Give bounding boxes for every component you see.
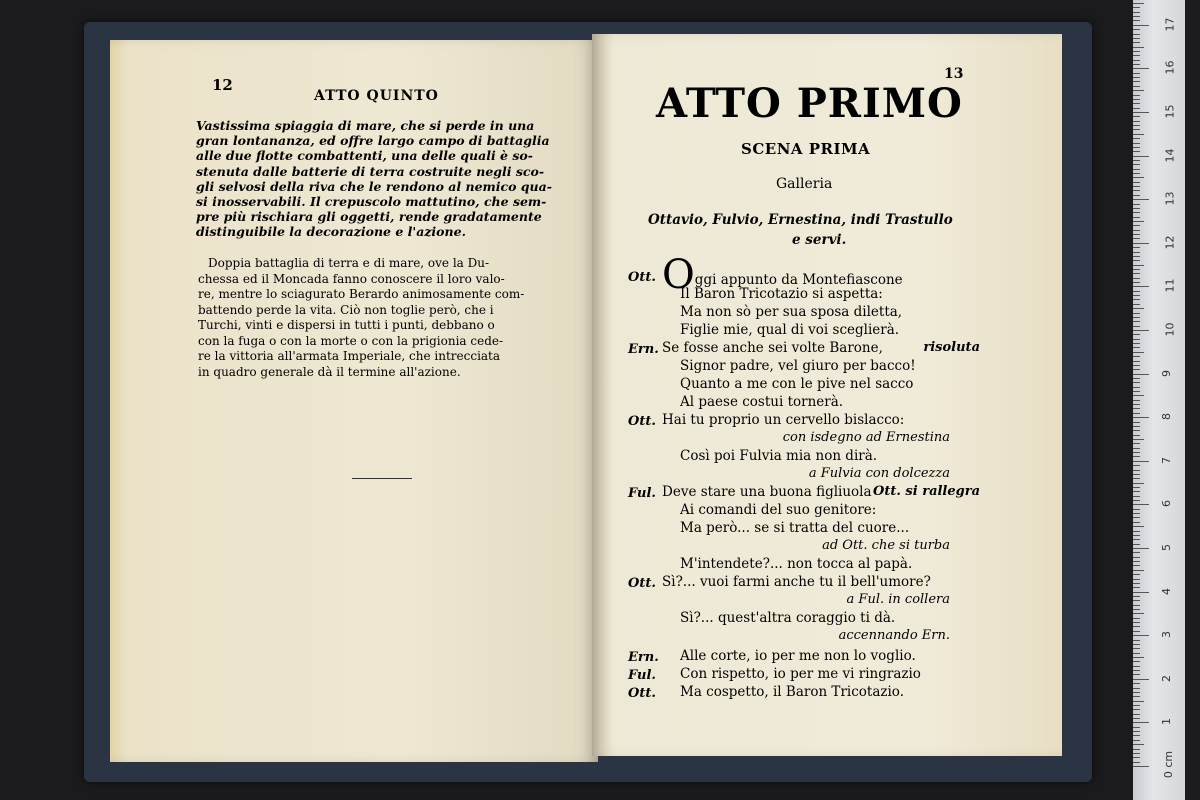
verse-line: Ai comandi del suo genitore:: [680, 502, 877, 518]
ruler-tick: [1133, 735, 1140, 736]
ruler-tick: [1133, 522, 1140, 523]
ruler-tick: [1133, 260, 1140, 261]
ruler-tick: [1133, 34, 1140, 35]
ruler-tick: [1133, 225, 1140, 226]
ruler-tick: [1133, 326, 1140, 327]
ruler-tick: [1133, 626, 1140, 627]
ruler-tick: [1133, 762, 1140, 763]
description-line: si inosservabili. Il crepuscolo mattutino, che sem-: [196, 194, 547, 210]
ruler-tick: [1133, 169, 1140, 170]
stage-direction: ad Ott. che si turba: [822, 538, 950, 553]
summary-line: chessa ed il Moncada fanno conoscere il loro valo-: [198, 271, 505, 286]
ruler-tick: [1133, 73, 1140, 74]
description-line: distinguibile la decorazione e l'azione.: [196, 224, 466, 240]
summary-line: con la fuga o con la morte o con la prigionia cede-: [198, 333, 504, 348]
ruler-tick: [1133, 29, 1140, 30]
ruler-number: 9: [1160, 369, 1173, 377]
stage-aside: risoluta: [923, 340, 980, 355]
ruler-tick: [1133, 273, 1140, 274]
description-line: gran lontananza, ed offre largo campo di battaglia: [196, 133, 550, 149]
ruler-tick: [1133, 382, 1140, 383]
ruler-tick: [1133, 391, 1140, 392]
ruler-tick: [1133, 552, 1140, 553]
ruler-tick: [1133, 361, 1140, 362]
ruler-tick: [1133, 640, 1140, 641]
ruler-tick: [1133, 448, 1140, 449]
ruler-tick: [1133, 666, 1140, 667]
ruler-tick: [1133, 683, 1140, 684]
ruler-tick: [1133, 404, 1140, 405]
ruler-tick: [1133, 648, 1140, 649]
ruler-number: 4: [1160, 587, 1173, 595]
ruler-tick: [1133, 674, 1140, 675]
verse-line: Ma non sò per sua sposa diletta,: [680, 304, 903, 320]
ruler-tick: [1133, 513, 1140, 514]
summary-line: Turchi, vinti e dispersi in tutti i punti, debbano o: [198, 318, 495, 332]
ruler-tick: [1133, 605, 1140, 606]
left-page-number: 12: [212, 76, 233, 94]
verse-line: Deve stare una buona figliuola: [662, 484, 872, 500]
ruler-tick: [1133, 286, 1149, 287]
speaker-label: Ott.: [628, 414, 656, 429]
ruler-number: 15: [1163, 104, 1177, 119]
verse-line: M'intendete?... non tocca al papà.: [680, 556, 913, 572]
right-page-number: 13: [944, 66, 964, 82]
ruler-tick: [1133, 90, 1144, 91]
ruler-tick: [1133, 679, 1149, 680]
scene-setting: Galleria: [776, 176, 833, 192]
ruler-tick: [1133, 247, 1140, 248]
summary-line: Doppia battaglia di terra e di mare, ove la Du-: [208, 256, 490, 270]
ruler-tick: [1133, 435, 1140, 436]
ruler-tick: [1133, 256, 1140, 257]
ruler-tick: [1133, 160, 1140, 161]
ruler-tick: [1133, 757, 1140, 758]
scene-title: SCENA PRIMA: [741, 140, 871, 158]
ruler-tick: [1133, 151, 1140, 152]
ruler-tick: [1133, 596, 1140, 597]
ruler-tick: [1133, 265, 1144, 266]
ruler-tick: [1133, 395, 1144, 396]
ruler-tick: [1133, 714, 1140, 715]
ruler-tick: [1133, 278, 1140, 279]
summary-line: in quadro generale dà il termine all'azione.: [198, 364, 461, 379]
ruler-tick: [1133, 308, 1144, 309]
ruler-tick: [1133, 199, 1149, 200]
ruler-tick: [1133, 574, 1140, 575]
ruler-tick: [1133, 347, 1140, 348]
ruler-number: 10: [1163, 322, 1177, 337]
ruler-tick: [1133, 718, 1140, 719]
ruler-tick: [1133, 295, 1140, 296]
ruler-tick: [1133, 644, 1140, 645]
ruler-tick: [1133, 177, 1144, 178]
verse-line: Sì?... vuoi farmi anche tu il bell'umore?: [662, 574, 931, 590]
ruler-tick: [1133, 592, 1149, 593]
ruler-tick: [1133, 426, 1140, 427]
verse-line: Signor padre, vel giuro per bacco!: [680, 358, 916, 374]
ruler-tick: [1133, 657, 1144, 658]
ruler-tick: [1133, 766, 1149, 767]
speaker-label: Ott.: [628, 686, 656, 701]
ruler-tick: [1133, 20, 1140, 21]
ruler-tick: [1133, 190, 1140, 191]
speaker-label: Ful.: [628, 486, 656, 501]
ruler-tick: [1133, 526, 1144, 527]
ruler-number: 6: [1160, 500, 1173, 508]
ruler-tick: [1133, 86, 1140, 87]
ruler-tick: [1133, 343, 1140, 344]
ruler-tick: [1133, 709, 1140, 710]
description-line: gli selvosi della riva che le rendono al nemico qua-: [196, 178, 552, 194]
ruler-tick: [1133, 304, 1140, 305]
ruler-tick: [1133, 570, 1144, 571]
ruler-tick: [1133, 352, 1144, 353]
act-title: ATTO PRIMO: [656, 80, 963, 127]
ruler-tick: [1133, 208, 1140, 209]
ruler-tick: [1133, 740, 1140, 741]
ruler-tick: [1133, 374, 1149, 375]
stage-direction: con isdegno ad Ernestina: [782, 430, 950, 445]
verse-line: Figlie mie, qual di voi sceglierà.: [680, 322, 900, 338]
ruler-number: 14: [1163, 148, 1177, 163]
scene-description: [196, 118, 658, 240]
ruler-tick: [1133, 77, 1140, 78]
ruler-number: 13: [1163, 191, 1177, 206]
ruler-tick: [1133, 116, 1140, 117]
stage-direction: a Fulvia con dolcezza: [808, 466, 950, 481]
ruler-tick: [1133, 548, 1149, 549]
ruler-number: 8: [1160, 413, 1173, 421]
ruler-tick: [1133, 195, 1140, 196]
ruler-tick: [1133, 753, 1140, 754]
ruler-tick: [1133, 234, 1140, 235]
ruler-number: 3: [1160, 631, 1173, 639]
ruler-tick: [1133, 631, 1140, 632]
ruler-tick: [1133, 705, 1140, 706]
ruler-tick: [1133, 461, 1149, 462]
ruler-number: 16: [1163, 60, 1177, 75]
speaker-label: Ott.: [628, 576, 656, 591]
speaker-label: Ern.: [628, 650, 659, 665]
ruler-tick: [1133, 108, 1140, 109]
ruler-tick: [1133, 125, 1140, 126]
ruler-tick: [1133, 422, 1140, 423]
ruler-tick: [1133, 622, 1140, 623]
ruler-tick: [1133, 557, 1140, 558]
ruler-tick: [1133, 544, 1140, 545]
ruler-tick: [1133, 230, 1140, 231]
speaker-label: Ott.: [628, 270, 656, 285]
ruler-tick: [1133, 539, 1140, 540]
drop-cap: O: [662, 252, 695, 298]
ruler-tick: [1133, 339, 1140, 340]
ruler-tick: [1133, 147, 1140, 148]
ruler-tick: [1133, 661, 1140, 662]
measuring-ruler: [1133, 0, 1185, 800]
ruler-tick: [1133, 38, 1140, 39]
ruler-tick: [1133, 217, 1140, 218]
ruler-tick: [1133, 618, 1140, 619]
ruler-tick: [1133, 143, 1140, 144]
ruler-tick: [1133, 600, 1140, 601]
stage-aside: Ott. si rallegra: [873, 484, 980, 499]
verse-line: Alle corte, io per me non lo voglio.: [680, 648, 916, 664]
verse-line: Oggi appunto da Montefiascone: [662, 252, 903, 298]
verse-line: Se fosse anche sei volte Barone,: [662, 340, 883, 356]
ruler-tick: [1133, 317, 1140, 318]
ruler-tick: [1133, 99, 1140, 100]
description-line: alle due flotte combattenti, una delle quali è so-: [196, 148, 533, 164]
speaker-label: Ern.: [628, 342, 659, 357]
ruler-tick: [1133, 487, 1140, 488]
summary-line: battendo perde la vita. Ciò non toglie però, che i: [198, 302, 494, 317]
ruler-tick: [1133, 60, 1140, 61]
ruler-unit-label: 0 cm: [1162, 750, 1176, 779]
verse-line: Così poi Fulvia mia non dirà.: [680, 448, 878, 464]
ruler-tick: [1133, 430, 1140, 431]
ruler-tick: [1133, 408, 1140, 409]
ruler-tick: [1133, 121, 1140, 122]
ruler-tick: [1133, 609, 1140, 610]
verse-line: Hai tu proprio un cervello bislacco:: [662, 412, 905, 428]
ruler-tick: [1133, 509, 1140, 510]
ruler-tick: [1133, 465, 1140, 466]
ruler-tick: [1133, 299, 1140, 300]
ruler-tick: [1133, 204, 1140, 205]
ruler-tick: [1133, 531, 1140, 532]
ruler-tick: [1133, 252, 1140, 253]
ruler-number: 17: [1163, 17, 1177, 32]
ruler-tick: [1133, 635, 1149, 636]
act-summary: [198, 256, 560, 380]
description-line: pre più rischiara gli oggetti, rende gradatamente: [196, 209, 542, 225]
ruler-tick: [1133, 749, 1140, 750]
ruler-tick: [1133, 517, 1140, 518]
ruler-number: 1: [1160, 718, 1173, 726]
ruler-tick: [1133, 653, 1140, 654]
ruler-tick: [1133, 95, 1140, 96]
ruler-tick: [1133, 269, 1140, 270]
stage-direction: accennando Ern.: [838, 628, 950, 643]
ruler-tick: [1133, 238, 1140, 239]
ruler-tick: [1133, 321, 1140, 322]
ruler-tick: [1133, 378, 1140, 379]
ruler-tick: [1133, 583, 1140, 584]
ruler-number: 12: [1163, 235, 1177, 250]
ruler-tick: [1133, 443, 1140, 444]
characters-list: Ottavio, Fulvio, Ernestina, indi Trastullo: [648, 212, 953, 228]
summary-line: re, mentre lo sciagurato Berardo animosamente com-: [198, 287, 525, 301]
ruler-number: 11: [1163, 278, 1177, 293]
ruler-tick: [1133, 483, 1144, 484]
ruler-tick: [1133, 369, 1140, 370]
ruler-tick: [1133, 55, 1140, 56]
ruler-tick: [1133, 731, 1140, 732]
ruler-tick: [1133, 500, 1140, 501]
ruler-tick: [1133, 587, 1140, 588]
ruler-tick: [1133, 129, 1140, 130]
summary-line: re la vittoria all'armata Imperiale, che intrecciata: [198, 349, 501, 363]
ruler-tick: [1133, 439, 1144, 440]
ruler-number: 5: [1160, 544, 1173, 551]
ruler-tick: [1133, 400, 1140, 401]
ruler-tick: [1133, 51, 1140, 52]
ruler-tick: [1133, 64, 1140, 65]
verse-line: Il Baron Tricotazio si aspetta:: [680, 286, 883, 302]
ruler-tick: [1133, 12, 1140, 13]
ruler-tick: [1133, 243, 1149, 244]
ruler-tick: [1133, 112, 1149, 113]
description-line: Vastissima spiaggia di mare, che si perde in una: [196, 118, 535, 133]
ruler-number: 7: [1160, 456, 1173, 464]
ruler-tick: [1133, 291, 1140, 292]
ruler-tick: [1133, 42, 1140, 43]
ruler-tick: [1133, 496, 1140, 497]
ruler-tick: [1133, 535, 1140, 536]
ruler-tick: [1133, 173, 1140, 174]
ruler-tick: [1133, 47, 1144, 48]
ruler-tick: [1133, 81, 1140, 82]
ruler-tick: [1133, 701, 1144, 702]
ruler-tick: [1133, 212, 1140, 213]
ruler-tick: [1133, 334, 1140, 335]
ruler-tick: [1133, 744, 1144, 745]
ruler-number: 2: [1160, 674, 1173, 682]
ruler-tick: [1133, 474, 1140, 475]
ruler-tick: [1133, 282, 1140, 283]
ruler-tick: [1133, 491, 1140, 492]
ruler-tick: [1133, 356, 1140, 357]
stage-direction: a Ful. in collera: [846, 592, 950, 607]
ruler-tick: [1133, 565, 1140, 566]
ruler-tick: [1133, 387, 1140, 388]
ruler-tick: [1133, 3, 1144, 4]
speaker-label: Ful.: [628, 668, 656, 683]
ruler-tick: [1133, 313, 1140, 314]
ruler-tick: [1133, 68, 1149, 69]
ruler-tick: [1133, 504, 1149, 505]
ruler-tick: [1133, 156, 1149, 157]
ruler-tick: [1133, 670, 1140, 671]
ruler-tick: [1133, 16, 1140, 17]
ruler-tick: [1133, 134, 1144, 135]
ruler-tick: [1133, 722, 1149, 723]
ruler-tick: [1133, 103, 1140, 104]
ruler-tick: [1133, 696, 1140, 697]
ruler-tick: [1133, 452, 1140, 453]
characters-list-cont: e servi.: [792, 232, 847, 248]
ruler-tick: [1133, 579, 1140, 580]
ruler-tick: [1133, 221, 1144, 222]
ruler-tick: [1133, 470, 1140, 471]
ruler-tick: [1133, 456, 1140, 457]
verse-line: Al paese costui tornerà.: [680, 394, 844, 410]
ruler-tick: [1133, 413, 1140, 414]
ruler-tick: [1133, 330, 1149, 331]
ruler-tick: [1133, 365, 1140, 366]
ruler-tick: [1133, 25, 1149, 26]
ruler-tick: [1133, 692, 1140, 693]
ruler-tick: [1133, 688, 1140, 689]
ruler-tick: [1133, 727, 1140, 728]
verse-line: Sì?... quest'altra coraggio ti dà.: [680, 610, 896, 626]
ruler-tick: [1133, 478, 1140, 479]
verse-line: Con rispetto, io per me vi ringrazio: [680, 666, 921, 682]
ruler-tick: [1133, 186, 1140, 187]
verse-line: Quanto a me con le pive nel sacco: [680, 376, 914, 392]
description-line: stenuta dalle batterie di terra costruite negli sco-: [196, 163, 545, 179]
ruler-tick: [1133, 561, 1140, 562]
divider-rule: [352, 478, 412, 479]
ruler-tick: [1133, 164, 1140, 165]
verse-line: Ma cospetto, il Baron Tricotazio.: [680, 684, 904, 700]
running-head: ATTO QUINTO: [314, 88, 439, 104]
ruler-tick: [1133, 138, 1140, 139]
ruler-tick: [1133, 613, 1144, 614]
verse-line: Ma però... se si tratta del cuore...: [680, 520, 910, 536]
ruler-tick: [1133, 417, 1149, 418]
ruler-tick: [1133, 182, 1140, 183]
ruler-tick: [1133, 7, 1140, 8]
